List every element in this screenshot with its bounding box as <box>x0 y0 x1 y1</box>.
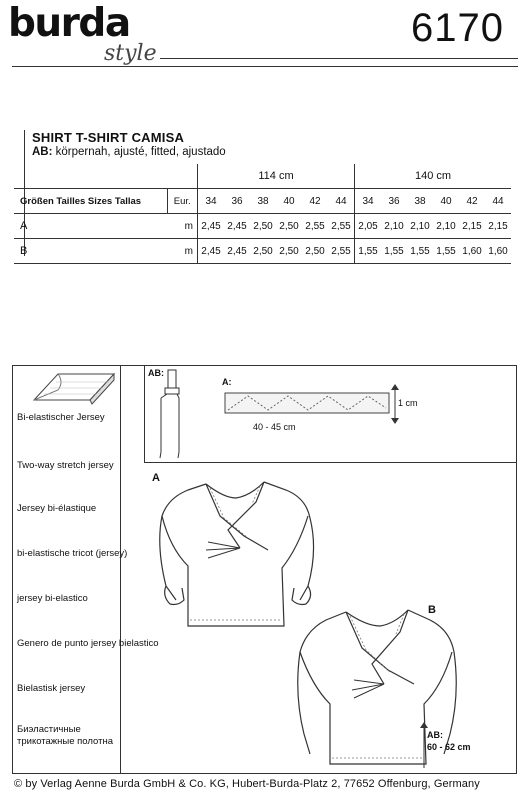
size-cell: 34 <box>198 189 225 214</box>
fabric-suggestion: jersey bi-elastico <box>17 593 88 604</box>
value-cell: 2,10 <box>407 214 433 239</box>
band-length: 40 - 45 cm <box>253 422 296 432</box>
value-cell: 2,55 <box>302 214 328 239</box>
ab-length: 60 - 62 cm <box>427 742 471 752</box>
value-cell: 2,45 <box>224 214 250 239</box>
value-cell: 2,45 <box>198 214 225 239</box>
value-cell: 1,55 <box>355 239 382 264</box>
size-cell: 36 <box>381 189 407 214</box>
size-cell: 44 <box>485 189 511 214</box>
yardage-table <box>14 164 511 264</box>
header-rule-2 <box>12 66 518 67</box>
brand-logo: burda <box>8 1 130 46</box>
band-piece <box>224 388 390 416</box>
value-cell: 2,50 <box>276 239 302 264</box>
ab-length-label: AB: <box>427 730 443 740</box>
band-height: 1 cm <box>398 398 418 408</box>
fabric-suggestion: Genero de punto jersey bielastico <box>17 638 159 649</box>
row-label: A <box>14 214 167 239</box>
value-cell: 2,50 <box>302 239 328 264</box>
value-cell: 2,15 <box>485 214 511 239</box>
value-cell: 2,45 <box>198 239 225 264</box>
view-a-label: A <box>152 472 160 484</box>
pattern-number: 6170 <box>411 6 504 50</box>
size-cell: 40 <box>276 189 302 214</box>
value-cell: 2,05 <box>355 214 382 239</box>
fabric-divider <box>120 365 121 774</box>
fabric-suggestion: Bi-elastischer Jersey <box>17 412 105 423</box>
value-cell: 2,55 <box>328 214 355 239</box>
size-cell: 44 <box>328 189 355 214</box>
fabric-swatch-icon <box>30 368 116 406</box>
value-cell: 2,15 <box>459 214 485 239</box>
value-cell: 2,55 <box>328 239 355 264</box>
size-cell: 42 <box>459 189 485 214</box>
value-cell: 1,55 <box>381 239 407 264</box>
width-114: 114 cm <box>198 164 355 189</box>
notion-ab-label: AB: <box>148 368 164 378</box>
size-cell: 38 <box>407 189 433 214</box>
value-cell: 2,50 <box>250 214 276 239</box>
value-cell: 1,55 <box>433 239 459 264</box>
value-cell: 2,10 <box>381 214 407 239</box>
brand-sub: style <box>104 41 157 66</box>
fabric-suggestion: Биэластичные трикотажные полотна <box>17 724 113 747</box>
table-row <box>14 239 511 264</box>
row-unit: m <box>167 214 198 239</box>
value-cell: 2,50 <box>276 214 302 239</box>
table-row <box>14 214 511 239</box>
fabric-suggestion: Jersey bi-élastique <box>17 503 97 514</box>
size-cell: 42 <box>302 189 328 214</box>
value-cell: 2,10 <box>433 214 459 239</box>
notions-divider <box>144 462 516 463</box>
fabric-suggestion: Two-way stretch jersey <box>17 460 114 471</box>
row-unit: m <box>167 239 198 264</box>
header-rule <box>160 58 518 59</box>
value-cell: 1,60 <box>459 239 485 264</box>
size-cell: 40 <box>433 189 459 214</box>
garment-title: SHIRT T-SHIRT CAMISA <box>32 130 185 145</box>
value-cell: 2,50 <box>250 239 276 264</box>
view-b-label: B <box>428 604 436 616</box>
fabric-suggestion: bi-elastische tricot (jersey) <box>17 548 128 559</box>
size-header: Größen Tailles Sizes Tallas <box>14 189 167 214</box>
twin-needle-icon <box>148 368 188 462</box>
copyright-notice: © by Verlag Aenne Burda GmbH & Co. KG, Hubert-Burda-Platz 2, 77652 Offenburg, Germany <box>14 778 480 790</box>
size-cell: 36 <box>224 189 250 214</box>
fabric-suggestion: Bielastisk jersey <box>17 683 86 694</box>
row-label: B <box>14 239 167 264</box>
size-cell: 34 <box>355 189 382 214</box>
value-cell: 1,60 <box>485 239 511 264</box>
size-cell: 38 <box>250 189 276 214</box>
value-cell: 2,45 <box>224 239 250 264</box>
width-140: 140 cm <box>355 164 512 189</box>
fit-description: AB: körpernah, ajusté, fitted, ajustado <box>32 146 226 158</box>
eur-label: Eur. <box>167 189 198 214</box>
notions-divider-v <box>144 365 145 463</box>
notion-a-label: A: <box>222 377 232 387</box>
value-cell: 1,55 <box>407 239 433 264</box>
